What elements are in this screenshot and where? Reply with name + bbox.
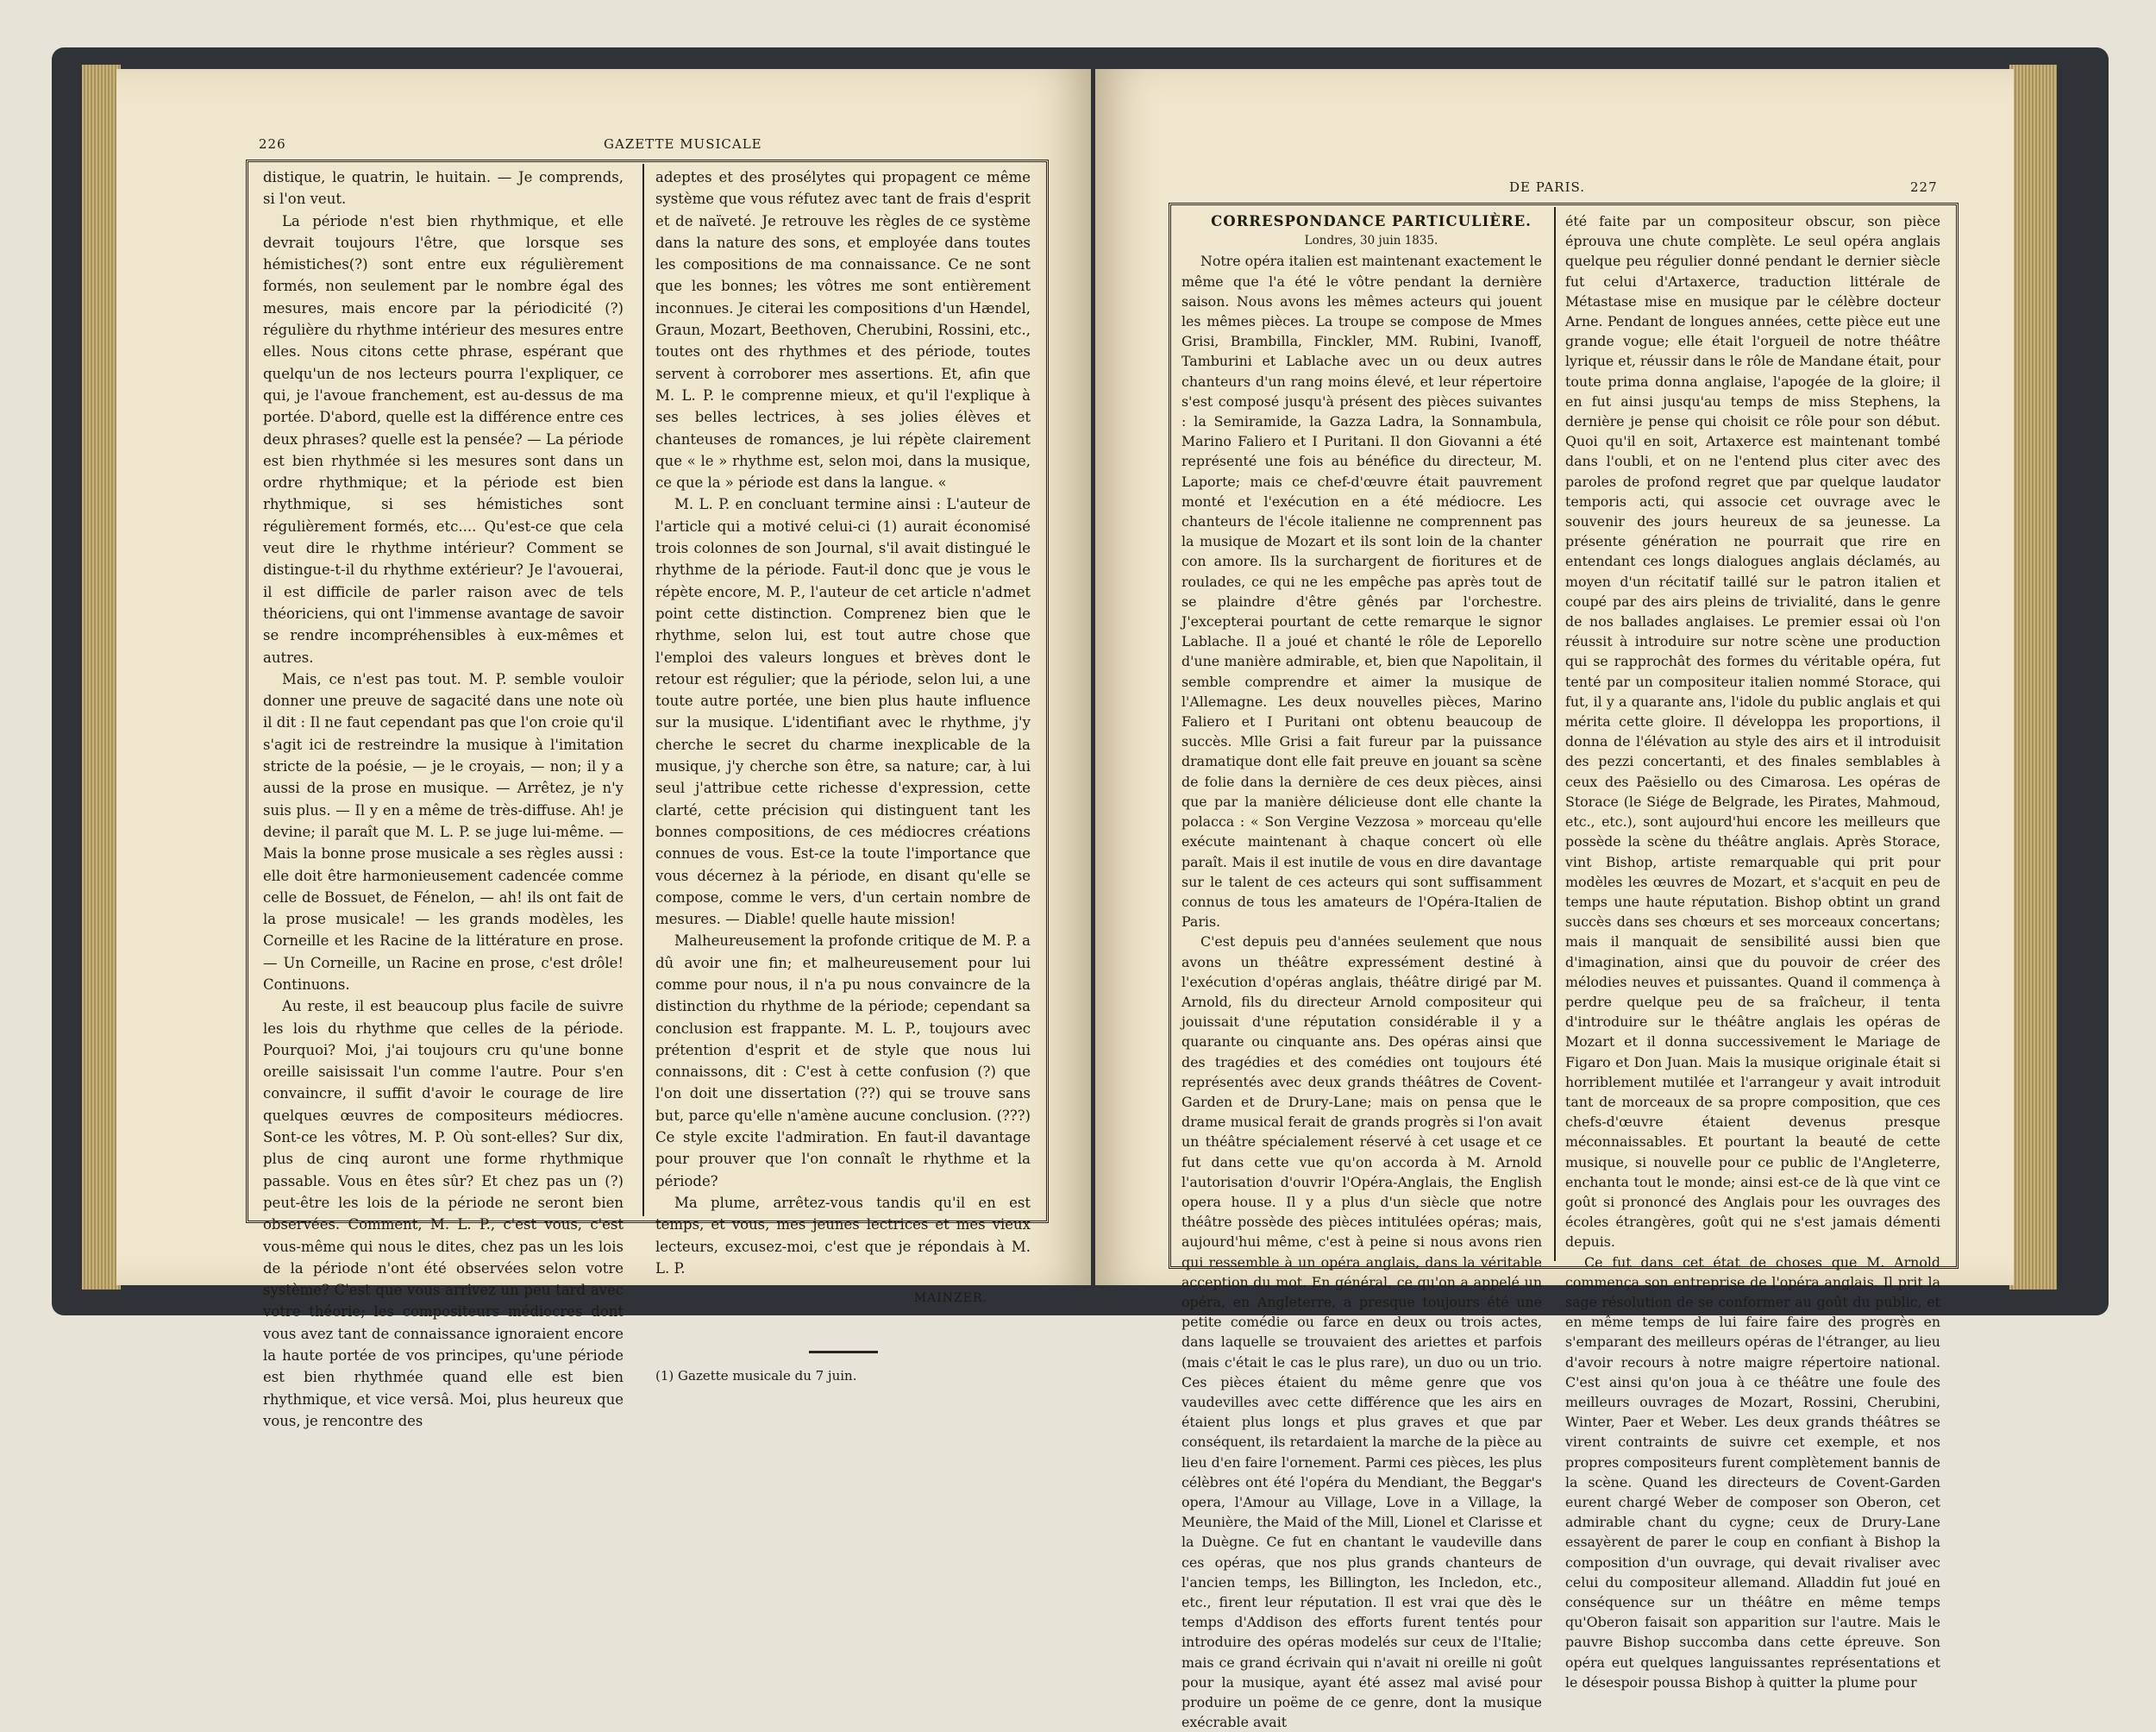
left-column-2 (655, 166, 1031, 1388)
running-head: DE PARIS. (1509, 179, 1586, 195)
right-page-edges (2009, 65, 2057, 1290)
right-column-2 (1565, 211, 1940, 1692)
right-page (1095, 69, 2014, 1731)
paragraph: La période n'est bien rhythmique, et elle devrait toujours l'être, que lorsque ses hémistiches(?) sont entre eux régulièrement formés, non seulement par le nombre égal des mesures, mais encore par la périodicité (?) régulière du rhythme intérieur des mesures entre elles. Nous citons cette phrase, espérant que quelqu'un de nos lecteurs pourra l'expliquer, ce qui, je l'avoue franchement, est au-dessus de ma portée. D'abord, quelle est la différence entre ces deux phrases? quelle est la pensée? — La période est bien rhythmée si les mesures sont dans un ordre rhythmique; et la période est bien rhythmique, si ses hémistiches sont régulièrement formés, etc.... Qu'est-ce que cela veut dire le rhythme intérieur? Comment se distingue-t-il du rhythme extérieur? Je l'avouerai, il est difficile de parler raison avec de tels théoriciens, qui ont l'immense avantage de savoir se rendre incompréhensibles à eux-mêmes et autres. (263, 212, 624, 666)
page-number: 226 (259, 136, 286, 152)
author-signature: MAINZER. (913, 1291, 987, 1306)
footnote-rule (809, 1351, 878, 1353)
paragraph: Malheureusement la profonde critique de M. P. a dû avoir une fin; et malheureusement pour lui comme pour nous, il n'a pu nous convaincre de la distinction du rhythme de la période; cependant sa conclusion est frappante. M. L. P., toujours avec prétention d'esprit et de style que nous lui connaissons, dit : C'est à cette confusion (?) que l'on doit une dissertation (??) qui se trouve sans but, parce qu'elle n'amène aucune conclusion. (???) Ce style excite l'admiration. En faut-il davantage pour prouver que l'on connaît le rhythme et la période? (655, 932, 1031, 1189)
left-page (116, 69, 1091, 1429)
right-column-1 (1181, 211, 1542, 1732)
paragraph: distique, le quatrin, le huitain. — Je comprends, si l'on veut. (263, 169, 624, 208)
left-column-1 (263, 166, 624, 1432)
paragraph: Ma plume, arrêtez-vous tandis qu'il en est temps, et vous, mes jeunes lectrices et mes vieux lecteurs, excusez-moi, c'est que je répondais à M. L. P. (655, 1194, 1031, 1277)
paragraph: adeptes et des prosélytes qui propagent ce même système que vous réfutez avec tant de frais d'esprit et de naïveté. Je retrouve les règles de ce système dans la nature des sons, et employée dans toutes les compositions de ma connaissance. Ce ne sont que les bonnes; les vôtres me sont entièrement inconnues. Je citerai les compositions d'un Hændel, Graun, Mozart, Beethoven, Cherubini, Rossini, etc., toutes ont des rhythmes et des période, toutes servent à corroborer mes assertions. Et, afin que M. L. P. le comprenne mieux, et qu'il l'explique à ses belles lectrices, à ses jolies élèves et chanteuses de romances, je lui répète clairement que « le » rhythme est, selon moi, dans la musique, ce que la » période est dans la langue. « (655, 169, 1031, 492)
paragraph: M. L. P. en concluant termine ainsi : L'auteur de l'article qui a motivé celui-ci (1) aurait économisé trois colonnes de son Journal, s'il avait distingué le rhythme de la période. Faut-il donc que je vous le répète encore, M. P., l'auteur de cet article n'admet point cette distinction. Comprenez bien que le rhythme, selon lui, est tout autre chose que l'emploi des valeurs longues et brèves dont le retour est régulier; que la période, selon lui, a une toute autre portée, une bien plus haute influence sur la musique. L'identifiant avec le rhythme, j'y cherche le secret du charme inexplicable de la musique, j'y cherche son être, sa nature; car, à lui seul j'attribue cette richesse d'expression, cette clarté, cette précision qui distinguent tant les bonnes compositions, de ces médiocres créations connues de vous. Est-ce la toute l'importance que vous décernez à la période, en disant qu'elle se compose, comme le vers, d'un certain nombre de mesures. — Diable! quelle haute mission! (655, 496, 1031, 928)
footnote: (1) Gazette musicale du 7 juin. (655, 1368, 857, 1384)
paragraph: Notre opéra italien est maintenant exactement le même que l'a été le vôtre pendant la dernière saison. Nous avons les mêmes acteurs qui jouent les mêmes pièces. La troupe se compose de Mmes Grisi, Brambilla, Finckler, MM. Rubini, Ivanoff, Tamburini et Lablache avec un ou deux autres chanteurs d'un rang moins élevé, et leur répertoire s'est composé jusqu'à présent des pièces suivantes : la Semiramide, la Gazza Ladra, la Sonnambula, Marino Faliero et I Puritani. Il don Giovanni a été représenté une fois au bénéfice du directeur, M. Laporte; mais ce chef-d'œuvre était pauvrement monté et l'exécution en a été médiocre. Les chanteurs de l'école italienne ne comprennent pas la musique de Mozart et ils sont loin de la chanter con amore. Ils la surchargent de fioritures et de roulades, ce qui ne les empêche pas après tout de se plaindre d'être gênés par l'orchestre. J'excepterai pourtant de cette remarque le signor Lablache. Il a joué et chanté le rôle de Leporello d'une manière admirable, et, bien que Napolitain, il semble comprendre et aimer la musique de l'Allemagne. Les deux nouvelles pièces, Marino Faliero et I Puritani ont obtenu beaucoup de succès. Mlle Grisi a fait fureur par la puissance dramatique dont elle fait preuve en jouant sa scène de folie dans la dernière de ces deux pièces, ainsi que par la manière délicieuse dont elle chante la polacca : « Son Vergine Vezzosa » morceau qu'elle exécute maintenant à chaque concert où elle paraît. Mais il est inutile de vous en dire davantage sur le talent de ces acteurs qui sont suffisamment connus de tous les amateurs de l'Opéra-Italien de Paris. (1181, 253, 1542, 931)
paragraph: Mais, ce n'est pas tout. M. P. semble vouloir donner une preuve de sagacité dans une note où il dit : Il ne faut cependant pas que l'on croie qu'il s'agit ici de restreindre la musique à l'imitation stricte de la poésie, — je le croyais, — non; il y a aussi de la prose en musique. — Arrêtez, je n'y suis plus. — Il y en a même de très-diffuse. Ah! je devine; il paraît que M. L. P. se juge lui-même. — Mais la bonne prose musicale a ses règles aussi : elle doit être harmonieusement cadencée comme celle de Bossuet, de Fénelon, — ah! ils ont fait de la prose musicale! — les grands modèles, les Corneille et les Racine de la littérature en prose. — Un Corneille, un Racine en prose, c'est drôle! Continuons. (263, 670, 624, 993)
left-page-edges (82, 65, 121, 1290)
paragraph: Ce fut dans cet état de choses que M. Arnold commença son entreprise de l'opéra anglais. Il prit la sage résolution de se conformer au goût du public, et en même temps de lui faire faire des progrès en s'emparant des meilleurs opéras de l'étranger, au lieu d'avoir recours à notre maigre répertoire national. C'est ainsi qu'on joua à ce théâtre une foule des meilleurs ouvrages de Mozart, Rossini, Cherubini, Winter, Paer et Weber. Les deux grands théâtres se virent contraints de suivre cet exemple, et nos propres compositeurs furent complètement bannis de la scène. Quand les directeurs de Covent-Garden eurent chargé Weber de composer son Oberon, cet admirable chant du cygne; ceux de Drury-Lane essayèrent de parer le coup en confiant à Bishop la composition d'un ouvrage, qui devait rivaliser avec celui du compositeur allemand. Alladdin fut joué en conséquence sur un théâtre en même temps qu'Oberon faisait son apparition sur l'autre. Mais le pauvre Bishop succomba dans cette épreuve. Son opéra eut quelques languissantes représentations et le désespoir poussa Bishop à quitter la plume pour (1565, 1253, 1940, 1691)
dateline: Londres, 30 juin 1835. (1304, 234, 1438, 248)
page-number: 227 (1910, 179, 1938, 195)
paragraph: été faite par un compositeur obscur, son pièce éprouva une chute complète. Le seul opéra anglais quelque peu régulier donné pendant le dernier siècle fut celui d'Artaxerce, traduction littérale de Métastase mise en musique par le célèbre docteur Arne. Pendant de longues années, cette pièce eut une grande vogue; elle était l'orgueil de notre théâtre lyrique et, réussir dans le rôle de Mandane était, pour toute prima donna anglaise, l'apogée de la gloire; il en fut ainsi jusqu'au temps de miss Stephens, la dernière je pense qui choisit ce rôle pour son début. Quoi qu'il en soit, Artaxerce est maintenant tombé dans l'oubli, et on ne l'entend plus citer avec des paroles de profond regret que par quelque laudator temporis acti, qui associe cet ouvrage avec le souvenir des jours heureux de sa jeunesse. La présente génération ne pourrait que rire en entendant ces longs dialogues anglais déclamés, au moyen d'un récitatif taillé sur le patron italien et coupé par des airs pleins de trivialité, dans le genre de nos ballades anglaises. Le premier essai où l'on réussit à introduire sur notre scène une production qui se rapprochât des formes du véritable opéra, fut tenté par un compositeur italien nommé Storace, qui fut, il y a quarante ans, l'idole du public anglais et qui mérita cette gloire. Il développa les proportions, il donna de l'élévation au style des airs et il introduisit des pezzi concertanti, et des finales semblables à ceux des Paësiello ou des Cimarosa. Les opéras de Storace (le Siége de Belgrade, les Pirates, Mahmoud, etc., etc.), sont aujourd'hui encore les meilleurs que possède la scène du théâtre anglais. Après Storace, vint Bishop, artiste remarquable qui prit pour modèles les œuvres de Mozart, et s'acquit en peu de temps une haute réputation. Bishop obtint un grand succès dans ses chœurs et ses morceaux concertans; mais il manquait de sensibilité aussi bien que d'imagination, ainsi que du pouvoir de créer des mélodies neuves et puissantes. Quand il commença à perdre quelque peu de sa fraîcheur, il tenta d'introduire sur le théâtre anglais les opéras de Mozart et il donna successivement le Mariage de Figaro et Don Juan. Mais la musique originale était si horriblement mutilée et l'arrangeur y avait introduit tant de morceaux de sa propre composition, que ces chefs-d'œuvre étaient devenus presque méconnaissables. Et pourtant la beauté de cette musique, si nouvelle pour ce public de l'Angleterre, enchanta tout le monde; ainsi est-ce de là que vint ce goût si prononcé des Anglais pour les ouvrages des écoles étrangères, goût qui ne s'est jamais démenti depuis. (1565, 213, 1940, 1251)
paragraph: Au reste, il est beaucoup plus facile de suivre les lois du rhythme que celles de la période. Pourquoi? Moi, j'ai toujours cru qu'une bonne oreille saisissait l'un comme l'autre. Pour s'en convaincre, il suffit d'avoir le courage de lire quelques œuvres de compositeurs médiocres. Sont-ce les vôtres, M. P. Où sont-elles? Sur dix, plus de cinq auront une forme rhythmique passable. Vous en êtes sûr? Et chez pas un (?) peut-être les lois de la période ne seront bien observées. Comment, M. L. P., c'est vous, c'est vous-même qui nous le dites, chez pas un les lois de la période n'ont été observées selon votre système? C'est que vous arrivez un peu tard avec votre théorie; les compositeurs médiocres dont vous avez tant de connaissance ignoraient encore la haute portée de vos principes, qu'une période est bien rhythmée quand elle est bien rhythmique, et vice versâ. Moi, plus heureux que vous, je rencontre des (263, 998, 624, 1429)
column-divider (642, 164, 644, 1216)
column-divider (1554, 207, 1556, 1261)
paragraph: C'est depuis peu d'années seulement que nous avons un théâtre expressément destiné à l'exécution d'opéras anglais, théâtre dirigé par M. Arnold, fils du directeur Arnold compositeur qui jouissait d'une réputation considérable il y a quarante ou cinquante ans. Des opéras ainsi que des tragédies et des comédies ont toujours été représentés avec deux grands théâtres de Covent-Garden et de Drury-Lane; mais on pensa que le drame musical ferait de grands progrès si l'on avait un théâtre spécialement réservé à cet usage et ce fut dans cette vue qu'on accorda à M. Arnold l'autorisation d'ouvrir l'Opéra-Anglais, the English opera house. Il y a plus d'un siècle que notre théâtre possède des pièces intitulées opéras; mais, aujourd'hui même, c'est à peine si nous avons rien qui ressemble à un opéra anglais, dans la véritable acception du mot. En général, ce qu'on a appelé un opéra, en Angleterre, a presque toujours été une petite comédie ou farce en deux ou trois actes, dans laquelle se trouvaient des ariettes et parfois (mais c'était le cas le plus rare), un duo ou un trio. Ces pièces étaient du même genre que vos vaudevilles avec cette différence que les airs en étaient plus longs et plus graves et que par conséquent, ils retardaient la marche de la pièce au lieu d'en faire l'ornement. Parmi ces pièces, les plus célèbres ont été l'opéra du Mendiant, the Beggar's opera, l'Amour au Village, Love in a Village, la Meunière, the Maid of the Mill, Lionel et Clarisse et la Duègne. Ce fut en chantant le vaudeville dans ces opéras, que nos plus grands chanteurs de l'ancien temps, les Billington, les Incledon, etc., etc., firent leur réputation. Il est vrai que dès le temps d'Addison des efforts furent tentés pour introduire des opéras modelés sur ceux de l'Italie; mais ce grand écrivain qui n'avait ni oreille ni goût pour la musique, ayant été assez mal avisé pour produire un poëme de ce genre, dont la musique exécrable avait (1181, 933, 1542, 1731)
article-title: CORRESPONDANCE PARTICULIÈRE. (1211, 213, 1532, 229)
running-head: GAZETTE MUSICALE (604, 136, 762, 152)
